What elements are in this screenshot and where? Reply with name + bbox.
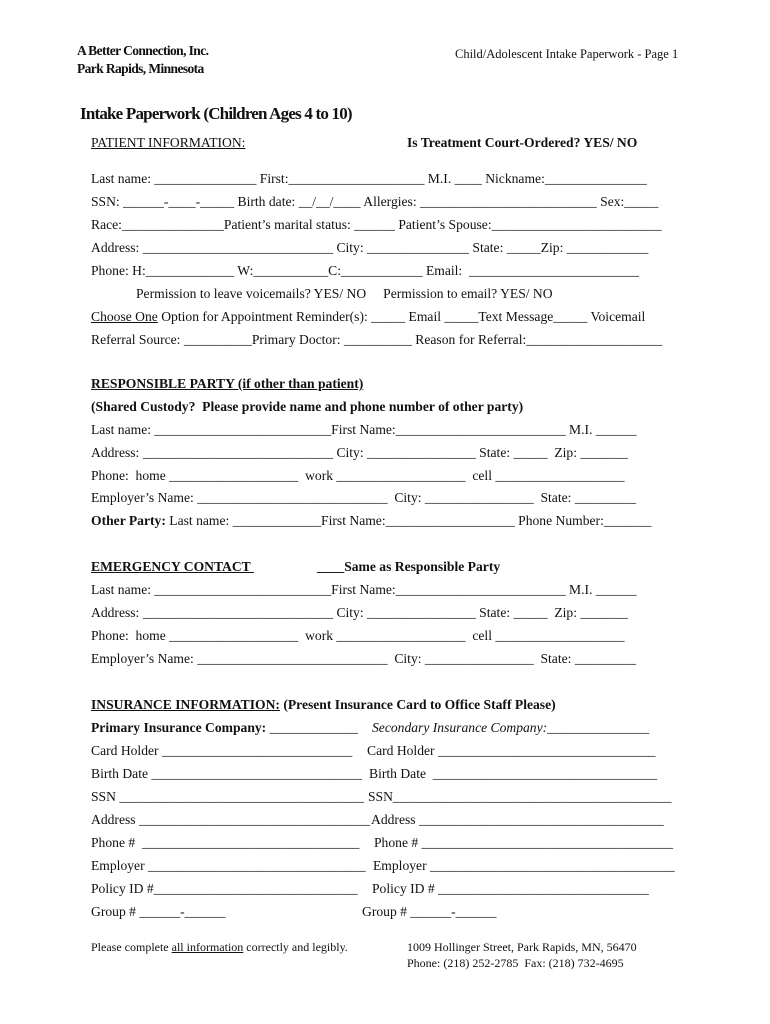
court-ordered-question: Is Treatment Court-Ordered? YES/ NO bbox=[407, 135, 638, 150]
emergency-employer-line: Employer’s Name: ____________________________ City: ________________ State: _________ bbox=[91, 651, 636, 666]
shared-custody-note: (Shared Custody? Please provide name and phone number of other party) bbox=[91, 399, 524, 414]
referral-line: Referral Source: __________Primary Doctor: __________ Reason for Referral:____________________ bbox=[91, 332, 663, 347]
same-as-responsible bbox=[317, 560, 500, 574]
other-party-fields: Last name: _____________First Name:___________________ Phone Number:_______ bbox=[165, 513, 652, 528]
insurance-heading-label: INSURANCE INFORMATION: bbox=[91, 697, 280, 712]
patient-address-line: Address: ____________________________ City: _______________ State: _____Zip: ____________ bbox=[91, 240, 649, 255]
secondary-insurance-line: Secondary Insurance Company:_______________ bbox=[372, 720, 650, 735]
page-title: Intake Paperwork (Children Ages 4 to 10) bbox=[80, 104, 352, 123]
same-as-label: Same as Responsible Party bbox=[344, 559, 501, 574]
other-party-line bbox=[91, 514, 651, 528]
responsible-employer-line: Employer’s Name: ____________________________ City: ________________ State: _________ bbox=[91, 490, 636, 505]
primary-group-number: Group # ______-______ bbox=[91, 904, 226, 919]
primary-phone: Phone # ________________________________ bbox=[91, 835, 360, 850]
responsible-phone-line: Phone: home ___________________ work ___________________ cell ___________________ bbox=[91, 468, 625, 483]
primary-ssn: SSN ____________________________________ bbox=[91, 789, 365, 804]
primary-birth-date: Birth Date _______________________________ bbox=[91, 766, 363, 781]
emergency-name-line: Last name: __________________________First Name:_________________________ M.I. ______ bbox=[91, 582, 637, 597]
footer-note-emphasis: all information bbox=[171, 940, 244, 954]
other-party-label: Other Party: bbox=[91, 513, 166, 528]
insurance-heading-note: (Present Insurance Card to Office Staff Please) bbox=[279, 697, 556, 712]
primary-insurance-line bbox=[91, 721, 358, 735]
same-as-blank: ____ bbox=[317, 559, 345, 574]
emergency-section-heading: EMERGENCY CONTACT bbox=[91, 559, 254, 574]
footer-address: 1009 Hollinger Street, Park Rapids, MN, 56470 bbox=[407, 940, 637, 954]
secondary-birth-date: Birth Date _________________________________ bbox=[369, 766, 658, 781]
responsible-section-heading: RESPONSIBLE PARTY (if other than patient) bbox=[91, 376, 364, 391]
patient-phone-line: Phone: H:_____________ W:___________C:____________ Email: _________________________ bbox=[91, 263, 639, 278]
secondary-policy-id: Policy ID # _______________________________ bbox=[372, 881, 649, 896]
reminder-options: Option for Appointment Reminder(s): _____ Email _____Text Message_____ Voicemail bbox=[157, 309, 646, 324]
responsible-name-line: Last name: __________________________First Name:_________________________ M.I. ______ bbox=[91, 422, 637, 437]
secondary-address: Address ____________________________________ bbox=[371, 812, 664, 827]
footer-note-post: correctly and legibly. bbox=[243, 940, 348, 954]
footer-note bbox=[91, 941, 348, 953]
primary-policy-id: Policy ID #______________________________ bbox=[91, 881, 358, 896]
primary-card-holder: Card Holder ____________________________ bbox=[91, 743, 353, 758]
primary-employer: Employer ________________________________ bbox=[91, 858, 366, 873]
footer-phone: Phone: (218) 252-2785 Fax: (218) 732-4695 bbox=[407, 956, 624, 970]
secondary-employer: Employer ____________________________________ bbox=[373, 858, 675, 873]
primary-address: Address __________________________________ bbox=[91, 812, 371, 827]
organization-name: A Better Connection, Inc. bbox=[77, 43, 209, 58]
secondary-group-number: Group # ______-______ bbox=[362, 904, 497, 919]
patient-name-line: Last name: _______________ First:____________________ M.I. ____ Nickname:_______________ bbox=[91, 171, 647, 186]
primary-insurance-blank: _____________ bbox=[266, 720, 358, 735]
patient-race-line: Race:_______________Patient’s marital status: ______ Patient’s Spouse:_________________________ bbox=[91, 217, 662, 232]
responsible-address-line: Address: ____________________________ City: ________________ State: _____ Zip: _______ bbox=[91, 445, 628, 460]
secondary-ssn: SSN_________________________________________ bbox=[368, 789, 672, 804]
patient-section-heading: PATIENT INFORMATION: bbox=[91, 135, 246, 150]
emergency-phone-line: Phone: home ___________________ work ___________________ cell ___________________ bbox=[91, 628, 625, 643]
organization-location: Park Rapids, Minnesota bbox=[77, 61, 204, 76]
choose-one-label: Choose One bbox=[91, 309, 158, 324]
primary-insurance-label: Primary Insurance Company: bbox=[91, 720, 267, 735]
page-label: Child/Adolescent Intake Paperwork - Page 1 bbox=[455, 47, 679, 61]
secondary-card-holder: Card Holder ________________________________ bbox=[367, 743, 656, 758]
reminder-line bbox=[91, 310, 645, 324]
permission-line: Permission to leave voicemails? YES/ NO Permission to email? YES/ NO bbox=[136, 286, 553, 301]
patient-ssn-line: SSN: ______-____-_____ Birth date: __/__/____ Allergies: __________________________ Sex:_____ bbox=[91, 194, 659, 209]
insurance-section-heading bbox=[91, 698, 556, 712]
secondary-phone: Phone # _____________________________________ bbox=[374, 835, 674, 850]
footer-note-pre: Please complete bbox=[91, 940, 172, 954]
emergency-address-line: Address: ____________________________ City: ________________ State: _____ Zip: _______ bbox=[91, 605, 628, 620]
